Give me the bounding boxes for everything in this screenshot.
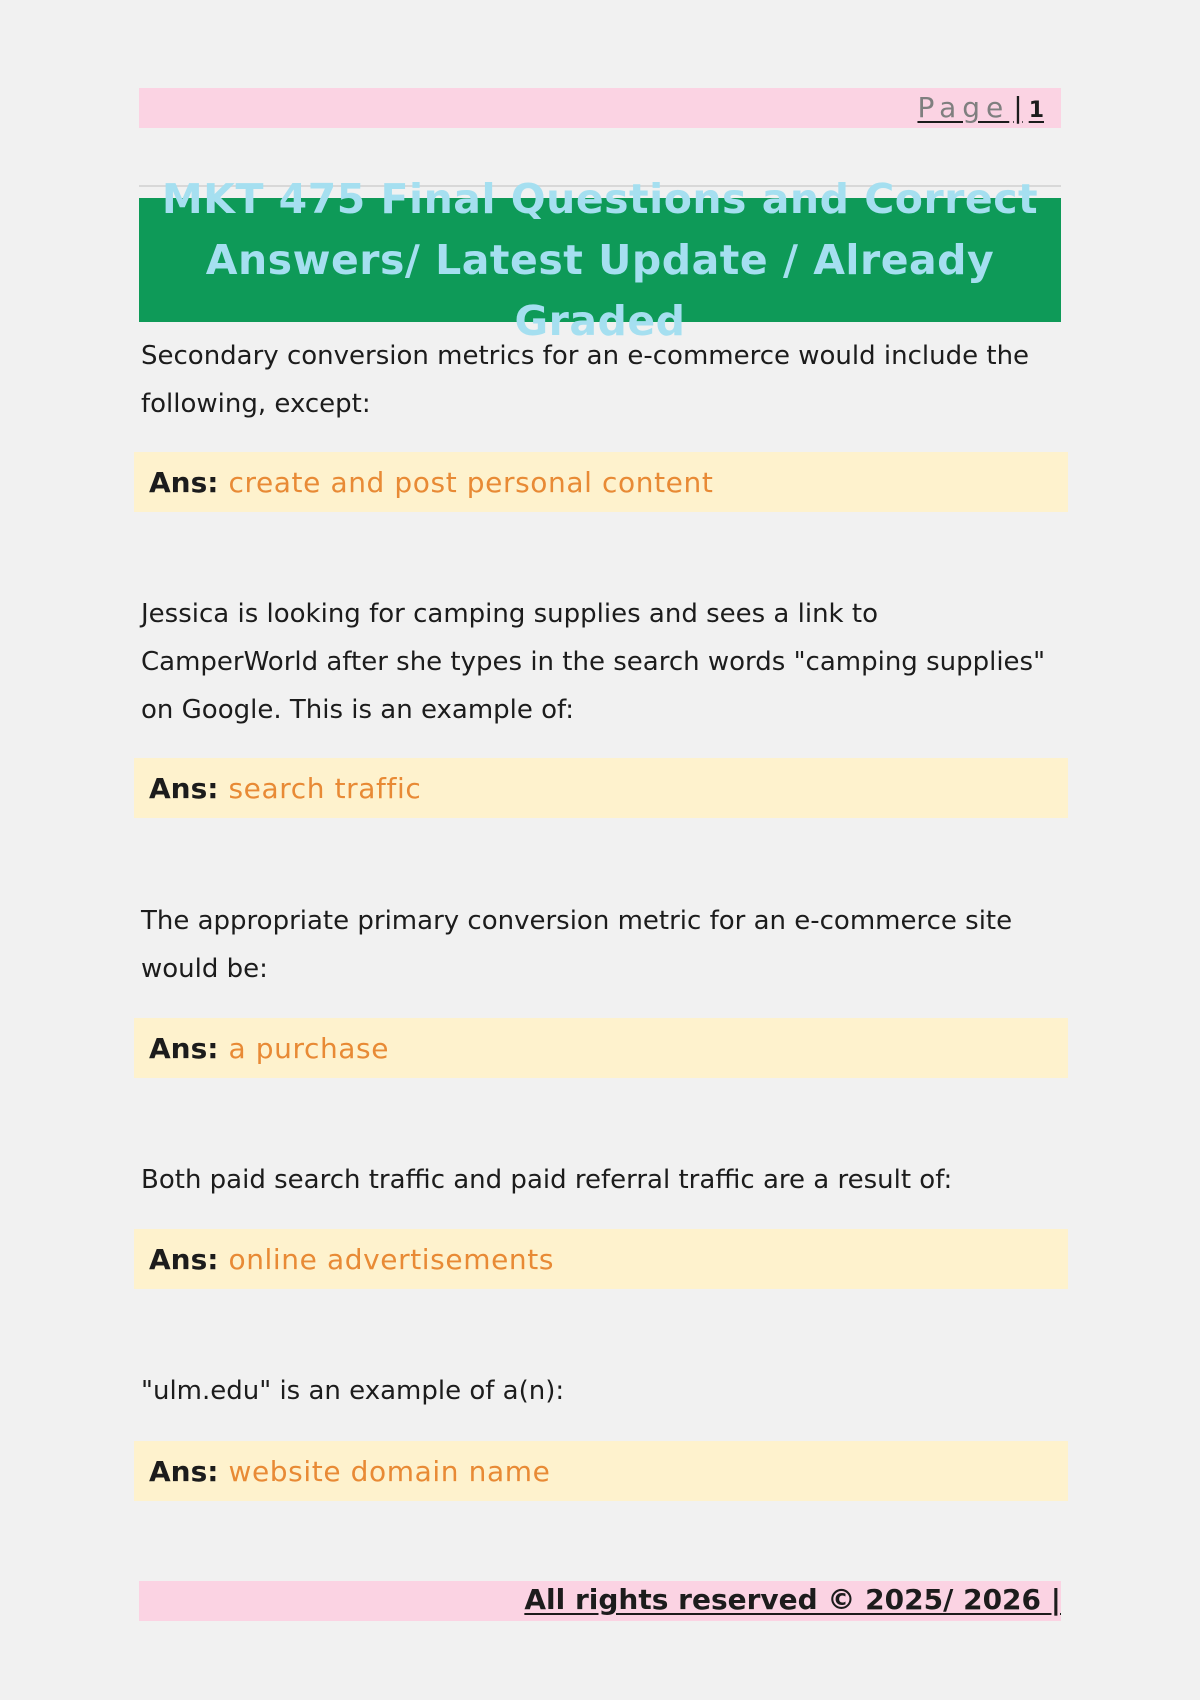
question-5: "ulm.edu" is an example of a(n):	[141, 1376, 565, 1406]
copyright-notice: All rights reserved © 2025/ 2026 |	[524, 1583, 1061, 1616]
answer-text: search traffic	[228, 771, 422, 805]
title-line-1: MKT 475 Final Questions and Correct	[161, 174, 1039, 223]
answer-label: Ans:	[149, 771, 219, 805]
answer-text: a purchase	[228, 1031, 390, 1065]
answer-5	[134, 1441, 1068, 1501]
question-1: Secondary conversion metrics for an e-commerce would include the following, except:	[141, 341, 1030, 419]
title-banner	[139, 174, 1061, 345]
answer-text: create and post personal content	[228, 465, 714, 499]
answer-label: Ans:	[149, 1242, 219, 1276]
question-4: Both paid search traffic and paid referral traffic are a result of:	[141, 1165, 953, 1195]
answer-label: Ans:	[149, 1031, 219, 1065]
title-line-2: Answers/ Latest Update / Already Graded	[205, 235, 995, 345]
answer-4	[134, 1229, 1068, 1289]
answer-2	[134, 758, 1068, 818]
page-footer-bar	[139, 1581, 1061, 1621]
page-number-label	[917, 92, 1044, 127]
page-separator: |	[1013, 91, 1023, 124]
document-title	[139, 169, 1061, 352]
answer-text: website domain name	[228, 1454, 551, 1488]
answer-text: online advertisements	[228, 1242, 555, 1276]
answer-label: Ans:	[149, 1454, 219, 1488]
answer-1	[134, 452, 1068, 512]
answer-label: Ans:	[149, 465, 219, 499]
page-number: 1	[1028, 98, 1044, 123]
question-2: Jessica is looking for camping supplies and sees a link to CamperWorld after she types in the search words "camping supplies" on Google. This is an example of:	[141, 599, 1046, 725]
page-header-bar	[139, 88, 1061, 128]
answer-3	[134, 1018, 1068, 1078]
page-word: Page	[917, 91, 1010, 124]
question-3: The appropriate primary conversion metric for an e-commerce site would be:	[141, 906, 1013, 984]
